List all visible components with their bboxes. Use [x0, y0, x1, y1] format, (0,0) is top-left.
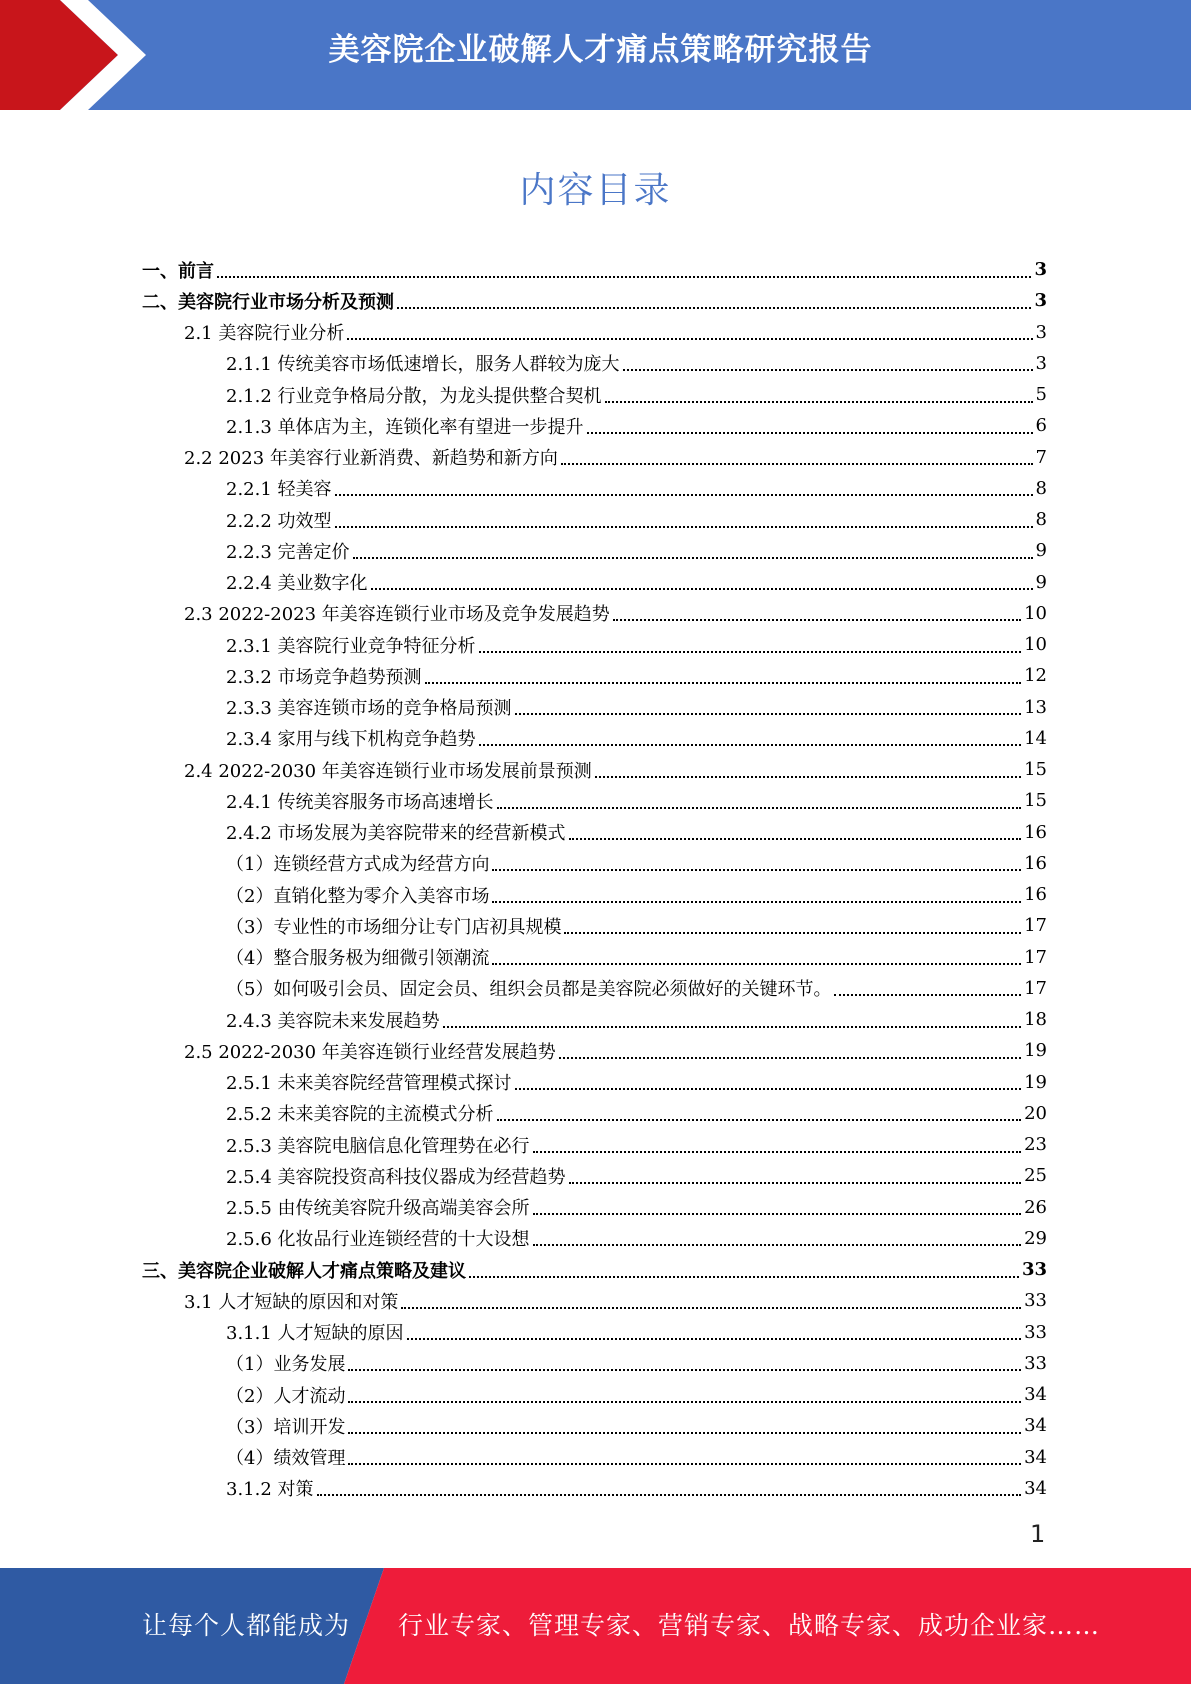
- toc-entry-page: 3: [1034, 290, 1047, 312]
- toc-entry-page: 34: [1024, 1446, 1047, 1468]
- toc-entry-page: 6: [1035, 415, 1047, 437]
- toc-entry-page: 14: [1024, 727, 1047, 749]
- toc-entry-label: 2.5.3 美容院电脑信息化管理势在必行: [226, 1135, 530, 1157]
- toc-entry-page: 9: [1035, 571, 1047, 593]
- toc-entry-label: （4）绩效管理: [226, 1448, 346, 1470]
- toc-entry-label: 2.1.1 传统美容市场低速增长，服务人群较为庞大: [226, 354, 620, 376]
- toc-entry[interactable]: [142, 1285, 1047, 1316]
- toc-entry-label: 2.2.2 功效型: [226, 510, 332, 532]
- dot-leader: [397, 307, 1031, 309]
- toc-entry[interactable]: [142, 1317, 1047, 1348]
- dot-leader: [559, 1057, 1021, 1059]
- toc-entry-label: 2.4.3 美容院未来发展趋势: [226, 1010, 440, 1032]
- table-of-contents: [142, 254, 1047, 1504]
- toc-entry-label: 2.5.6 化妆品行业连锁经营的十大设想: [226, 1229, 530, 1251]
- toc-entry[interactable]: [142, 1035, 1047, 1066]
- toc-entry-page: 8: [1035, 509, 1047, 531]
- toc-entry-page: 23: [1024, 1134, 1047, 1156]
- dot-leader: [425, 682, 1022, 684]
- toc-entry[interactable]: [142, 1348, 1047, 1379]
- toc-entry[interactable]: [142, 910, 1047, 941]
- toc-entry-page: 19: [1024, 1071, 1047, 1093]
- dot-leader: [533, 1213, 1022, 1215]
- toc-entry-label: 3.1 人才短缺的原因和对策: [184, 1291, 399, 1313]
- toc-entry[interactable]: [142, 535, 1047, 566]
- toc-entry-page: 3: [1035, 352, 1047, 374]
- toc-entry[interactable]: [142, 1067, 1047, 1098]
- page-header: [0, 0, 1191, 110]
- dot-leader: [623, 369, 1033, 371]
- toc-entry-page: 16: [1024, 821, 1047, 843]
- dot-leader: [497, 1119, 1022, 1121]
- toc-entry-page: 13: [1024, 696, 1047, 718]
- toc-entry[interactable]: [142, 410, 1047, 441]
- dot-leader: [407, 1338, 1022, 1340]
- toc-entry-label: 2.3 2022-2023 年美容连锁行业市场及竞争发展趋势: [184, 604, 610, 626]
- dot-leader: [401, 1307, 1021, 1309]
- toc-entry-label: 2.3.3 美容连锁市场的竞争格局预测: [226, 698, 512, 720]
- toc-entry-page: 7: [1035, 446, 1047, 468]
- footer-slogan-left: 让每个人都能成为: [142, 1611, 351, 1640]
- toc-entry-label: 2.2.4 美业数字化: [226, 573, 368, 595]
- toc-entry-label: 2.2.1 轻美容: [226, 479, 332, 501]
- toc-entry-page: 19: [1024, 1040, 1047, 1062]
- toc-entry-page: 10: [1024, 634, 1047, 656]
- toc-entry-page: 17: [1024, 915, 1047, 937]
- toc-entry[interactable]: [142, 942, 1047, 973]
- toc-entry-page: 3: [1035, 321, 1047, 343]
- toc-entry-page: 10: [1024, 602, 1047, 624]
- dot-leader: [348, 1401, 1021, 1403]
- toc-entry-label: （2）直销化整为零介入美容市场: [226, 885, 490, 907]
- dot-leader: [371, 588, 1033, 590]
- toc-entry-label: （1）连锁经营方式成为经营方向: [226, 854, 490, 876]
- toc-entry-label: 2.4 2022-2030 年美容连锁行业市场发展前景预测: [184, 760, 592, 782]
- toc-entry[interactable]: [142, 598, 1047, 629]
- dot-leader: [497, 807, 1022, 809]
- toc-entry-page: 8: [1035, 477, 1047, 499]
- dot-leader: [515, 1088, 1022, 1090]
- toc-entry[interactable]: [142, 1473, 1047, 1504]
- toc-entry[interactable]: [142, 629, 1047, 660]
- toc-entry-label: 2.2 2023 年美容行业新消费、新趋势和新方向: [184, 448, 558, 470]
- toc-entry-page: 17: [1024, 977, 1047, 999]
- toc-entry-page: 34: [1024, 1415, 1047, 1437]
- dot-leader: [348, 1369, 1021, 1371]
- toc-entry-label: 2.5 2022-2030 年美容连锁行业经营发展趋势: [184, 1041, 556, 1063]
- toc-entry-label: 2.3.4 家用与线下机构竞争趋势: [226, 729, 476, 751]
- toc-entry-label: 2.3.2 市场竞争趋势预测: [226, 666, 422, 688]
- toc-entry[interactable]: [142, 754, 1047, 785]
- toc-entry-label: 2.4.2 市场发展为美容院带来的经营新模式: [226, 823, 566, 845]
- toc-entry-label: 2.2.3 完善定价: [226, 541, 350, 563]
- dot-leader: [587, 432, 1033, 434]
- toc-entry[interactable]: [142, 723, 1047, 754]
- dot-leader: [335, 526, 1033, 528]
- toc-entry[interactable]: [142, 1160, 1047, 1191]
- toc-entry-page: 15: [1024, 790, 1047, 812]
- toc-entry-page: 12: [1024, 665, 1047, 687]
- toc-entry-label: 2.5.4 美容院投资高科技仪器成为经营趋势: [226, 1166, 566, 1188]
- toc-entry[interactable]: [142, 879, 1047, 910]
- dot-leader: [533, 1151, 1022, 1153]
- toc-entry[interactable]: [142, 1410, 1047, 1441]
- toc-entry-label: 2.5.5 由传统美容院升级高端美容会所: [226, 1198, 530, 1220]
- toc-entry-page: 26: [1024, 1196, 1047, 1218]
- dot-leader: [479, 651, 1022, 653]
- toc-entry-page: 33: [1024, 1290, 1047, 1312]
- toc-entry[interactable]: [142, 504, 1047, 535]
- toc-entry-page: 33: [1021, 1259, 1047, 1281]
- toc-entry[interactable]: [142, 660, 1047, 691]
- toc-entry-page: 33: [1024, 1352, 1047, 1374]
- toc-entry-label: 2.1.2 行业竞争格局分散，为龙头提供整合契机: [226, 385, 602, 407]
- toc-entry-page: 16: [1024, 852, 1047, 874]
- toc-entry[interactable]: [142, 379, 1047, 410]
- toc-entry[interactable]: [142, 567, 1047, 598]
- toc-entry-page: 5: [1035, 384, 1047, 406]
- footer-slogan-right: 行业专家、管理专家、营销专家、战略专家、成功企业家……: [398, 1611, 1101, 1640]
- toc-entry-page: 33: [1024, 1321, 1047, 1343]
- toc-entry-label: 2.4.1 传统美容服务市场高速增长: [226, 791, 494, 813]
- dot-leader: [561, 463, 1033, 465]
- toc-entry-label: 2.5.1 未来美容院经营管理模式探讨: [226, 1073, 512, 1095]
- toc-entry-page: 15: [1024, 759, 1047, 781]
- toc-entry-label: （4）整合服务极为细微引领潮流: [226, 948, 490, 970]
- toc-entry[interactable]: [142, 442, 1047, 473]
- dot-leader: [469, 1276, 1019, 1278]
- toc-entry[interactable]: [142, 348, 1047, 379]
- toc-entry[interactable]: [142, 973, 1047, 1004]
- dot-leader: [605, 401, 1033, 403]
- dot-leader: [317, 1494, 1022, 1496]
- toc-entry[interactable]: [142, 692, 1047, 723]
- toc-entry-label: （3）培训开发: [226, 1416, 346, 1438]
- dot-leader: [492, 901, 1021, 903]
- toc-entry-label: （1）业务发展: [226, 1354, 346, 1376]
- dot-leader: [613, 619, 1021, 621]
- dot-leader: [443, 1026, 1022, 1028]
- toc-entry[interactable]: [142, 1442, 1047, 1473]
- toc-entry[interactable]: [142, 1129, 1047, 1160]
- toc-entry[interactable]: [142, 1223, 1047, 1254]
- toc-entry-page: 16: [1024, 884, 1047, 906]
- toc-entry-page: 18: [1024, 1009, 1047, 1031]
- toc-entry[interactable]: [142, 785, 1047, 816]
- page-footer: [0, 1568, 1191, 1684]
- toc-entry-label: （2）人才流动: [226, 1385, 346, 1407]
- toc-entry-label: 2.3.1 美容院行业竞争特征分析: [226, 635, 476, 657]
- toc-entry[interactable]: [142, 254, 1047, 285]
- toc-entry[interactable]: [142, 817, 1047, 848]
- toc-entry-label: 2.1.3 单体店为主，连锁化率有望进一步提升: [226, 416, 584, 438]
- dot-leader: [564, 932, 1021, 934]
- toc-entry[interactable]: [142, 1004, 1047, 1035]
- dot-leader: [353, 557, 1033, 559]
- toc-entry-page: 9: [1035, 540, 1047, 562]
- dot-leader: [217, 276, 1031, 278]
- toc-entry-page: 3: [1034, 259, 1047, 281]
- dot-leader: [492, 869, 1021, 871]
- toc-entry-label: （5）如何吸引会员、固定会员、组织会员都是美容院必须做好的关键环节。: [226, 979, 832, 1001]
- page-number: 1: [1030, 1520, 1046, 1548]
- dot-leader: [834, 994, 1021, 996]
- toc-entry-label: 2.5.2 未来美容院的主流模式分析: [226, 1104, 494, 1126]
- dot-leader: [533, 1244, 1022, 1246]
- toc-entry-page: 20: [1024, 1102, 1047, 1124]
- toc-entry-label: 二、美容院行业市场分析及预测: [142, 291, 394, 313]
- toc-entry-page: 25: [1024, 1165, 1047, 1187]
- dot-leader: [348, 1432, 1021, 1434]
- dot-leader: [335, 494, 1033, 496]
- toc-entry-label: 2.1 美容院行业分析: [184, 323, 345, 345]
- dot-leader: [595, 776, 1021, 778]
- toc-entry[interactable]: [142, 1379, 1047, 1410]
- toc-entry[interactable]: [142, 285, 1047, 316]
- dot-leader: [348, 1463, 1021, 1465]
- dot-leader: [515, 713, 1022, 715]
- report-title: 美容院企业破解人才痛点策略研究报告: [328, 32, 873, 68]
- toc-entry-page: 34: [1024, 1384, 1047, 1406]
- toc-entry[interactable]: [142, 1254, 1047, 1285]
- toc-entry[interactable]: [142, 1192, 1047, 1223]
- dot-leader: [479, 744, 1022, 746]
- toc-heading: 内容目录: [519, 170, 672, 211]
- toc-entry-page: 34: [1024, 1477, 1047, 1499]
- toc-entry-label: 3.1.2 对策: [226, 1479, 314, 1501]
- dot-leader: [569, 838, 1022, 840]
- dot-leader: [492, 963, 1021, 965]
- dot-leader: [569, 1182, 1022, 1184]
- toc-entry-label: 三、美容院企业破解人才痛点策略及建议: [142, 1260, 466, 1282]
- dot-leader: [347, 338, 1032, 340]
- toc-entry-page: 29: [1024, 1227, 1047, 1249]
- toc-entry-page: 17: [1024, 946, 1047, 968]
- toc-entry[interactable]: [142, 848, 1047, 879]
- toc-entry-label: 一、前言: [142, 260, 214, 282]
- toc-entry[interactable]: [142, 1098, 1047, 1129]
- toc-entry[interactable]: [142, 473, 1047, 504]
- toc-entry[interactable]: [142, 317, 1047, 348]
- toc-entry-label: （3）专业性的市场细分让专门店初具规模: [226, 916, 562, 938]
- toc-entry-label: 3.1.1 人才短缺的原因: [226, 1323, 404, 1345]
